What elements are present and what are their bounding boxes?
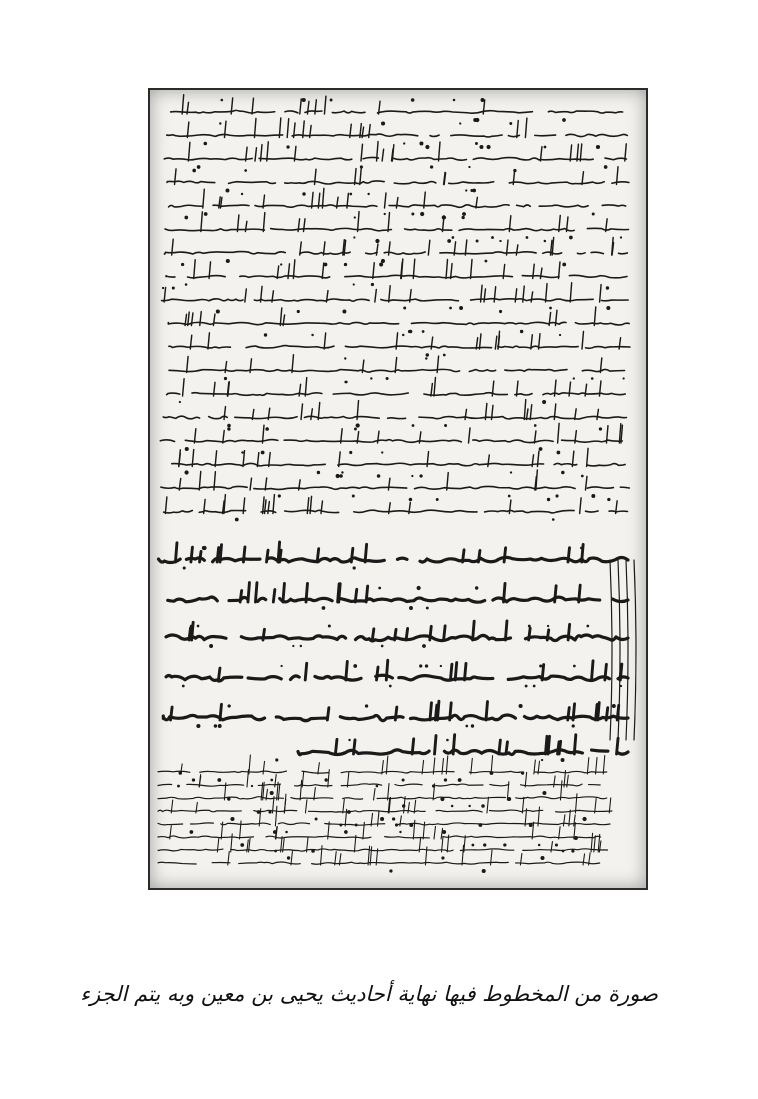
figure-caption: صورة من المخطوط فيها نهاية أحاديث يحيى بن معين وبه يتم الجزء [80,982,658,1006]
manuscript-image [148,88,648,890]
manuscript-handwriting [150,90,646,888]
